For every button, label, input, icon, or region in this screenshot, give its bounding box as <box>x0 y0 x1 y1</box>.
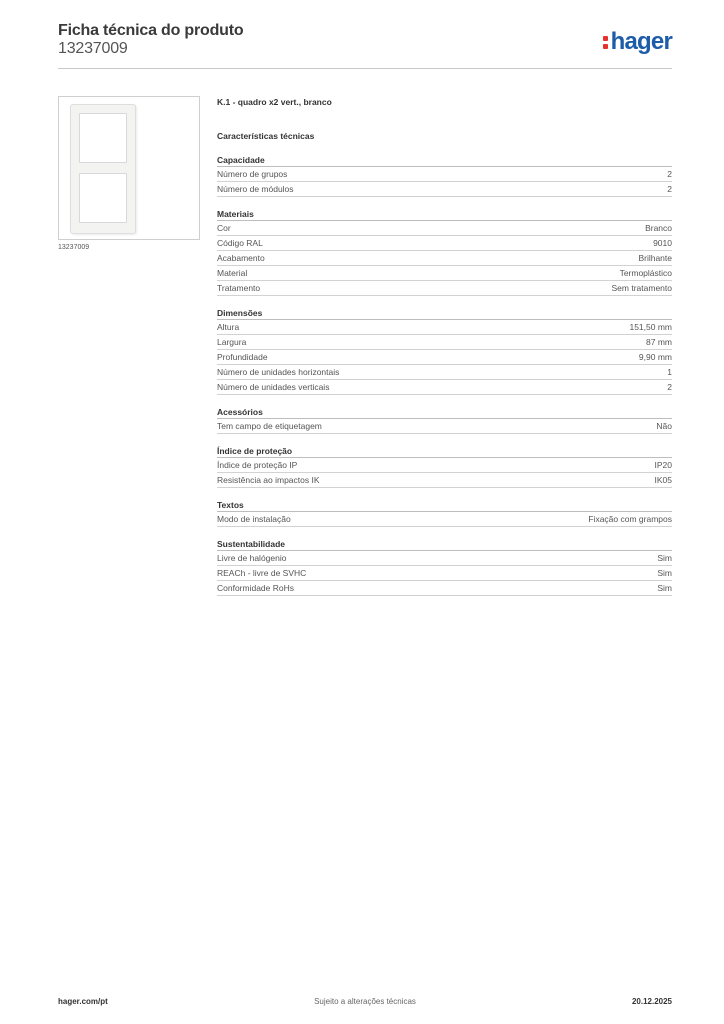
logo-text: hager <box>610 28 672 55</box>
section-title: Dimensões <box>217 307 672 320</box>
spec-label: Material <box>217 268 248 278</box>
spec-row <box>217 458 672 473</box>
spec-row <box>217 581 672 596</box>
spec-value: Sim <box>657 553 672 563</box>
header-divider <box>58 68 672 69</box>
spec-value: 2 <box>667 184 672 194</box>
spec-value: Sem tratamento <box>611 283 672 293</box>
spec-label: Número de grupos <box>217 169 288 179</box>
page-footer <box>58 997 672 1011</box>
spec-label: Código RAL <box>217 238 263 248</box>
spec-value: Sim <box>657 583 672 593</box>
spec-row <box>217 365 672 380</box>
spec-section <box>217 154 672 197</box>
spec-row <box>217 320 672 335</box>
footer-date: 20.12.2025 <box>631 997 672 1006</box>
spec-label: Modo de instalação <box>217 514 291 524</box>
frame-opening-bottom <box>79 173 127 223</box>
spec-value: Fixação com grampos <box>588 514 672 524</box>
spec-row <box>217 221 672 236</box>
spec-label: Largura <box>217 337 247 347</box>
section-title: Materiais <box>217 208 672 221</box>
section-title: Textos <box>217 499 672 512</box>
spec-label: Índice de proteção IP <box>217 460 298 470</box>
spec-row <box>217 281 672 296</box>
logo-dots-icon <box>603 32 609 50</box>
spec-label: Resistência ao impactos IK <box>217 475 320 485</box>
spec-value: 1 <box>667 367 672 377</box>
spec-value: Não <box>656 421 672 431</box>
spec-label: Livre de halógenio <box>217 553 287 563</box>
spec-row <box>217 566 672 581</box>
spec-label: Número de unidades verticais <box>217 382 330 392</box>
spec-value: 9010 <box>653 238 672 248</box>
spec-row <box>217 167 672 182</box>
section-title: Acessórios <box>217 406 672 419</box>
spec-value: 2 <box>667 382 672 392</box>
spec-value: 2 <box>667 169 672 179</box>
spec-row <box>217 236 672 251</box>
spec-label: Tratamento <box>217 283 261 293</box>
spec-value: IK05 <box>654 475 672 485</box>
spec-label: Conformidade RoHs <box>217 583 295 593</box>
spec-row <box>217 512 672 527</box>
page-header <box>58 22 672 68</box>
spec-value: IP20 <box>654 460 672 470</box>
characteristics-heading: Características técnicas <box>217 131 315 141</box>
footer-website-link[interactable]: hager.com/pt <box>58 997 108 1006</box>
spec-value: Branco <box>645 223 672 233</box>
product-image <box>58 96 200 240</box>
spec-section <box>217 307 672 395</box>
spec-sections <box>217 154 672 596</box>
product-name: K.1 - quadro x2 vert., branco <box>217 97 332 107</box>
spec-row <box>217 350 672 365</box>
spec-label: Profundidade <box>217 352 268 362</box>
spec-value: 151,50 mm <box>629 322 672 332</box>
spec-label: Número de unidades horizontais <box>217 367 340 377</box>
hager-logo <box>603 28 672 56</box>
double-frame-icon <box>70 104 136 234</box>
spec-value: 87 mm <box>646 337 672 347</box>
spec-row <box>217 266 672 281</box>
spec-section <box>217 538 672 596</box>
spec-value: Brilhante <box>638 253 672 263</box>
spec-value: Sim <box>657 568 672 578</box>
frame-opening-top <box>79 113 127 163</box>
spec-value: Termoplástico <box>619 268 672 278</box>
section-title: Índice de proteção <box>217 445 672 458</box>
spec-content <box>217 95 672 596</box>
spec-row <box>217 251 672 266</box>
product-code: 13237009 <box>58 40 128 57</box>
spec-section <box>217 499 672 527</box>
spec-row <box>217 335 672 350</box>
spec-row <box>217 419 672 434</box>
spec-label: REACh - livre de SVHC <box>217 568 307 578</box>
spec-row <box>217 380 672 395</box>
spec-section <box>217 208 672 296</box>
spec-section <box>217 445 672 488</box>
spec-label: Altura <box>217 322 240 332</box>
footer-notice: Sujeito a alterações técnicas <box>314 997 416 1006</box>
spec-label: Tem campo de etiquetagem <box>217 421 322 431</box>
page-title: Ficha técnica do produto <box>58 22 244 39</box>
image-caption: 13237009 <box>58 244 90 251</box>
spec-value: 9,90 mm <box>638 352 672 362</box>
section-title: Capacidade <box>217 154 672 167</box>
spec-label: Acabamento <box>217 253 265 263</box>
spec-label: Cor <box>217 223 231 233</box>
spec-row <box>217 182 672 197</box>
section-title: Sustentabilidade <box>217 538 672 551</box>
spec-label: Número de módulos <box>217 184 294 194</box>
spec-row <box>217 473 672 488</box>
spec-section <box>217 406 672 434</box>
spec-row <box>217 551 672 566</box>
